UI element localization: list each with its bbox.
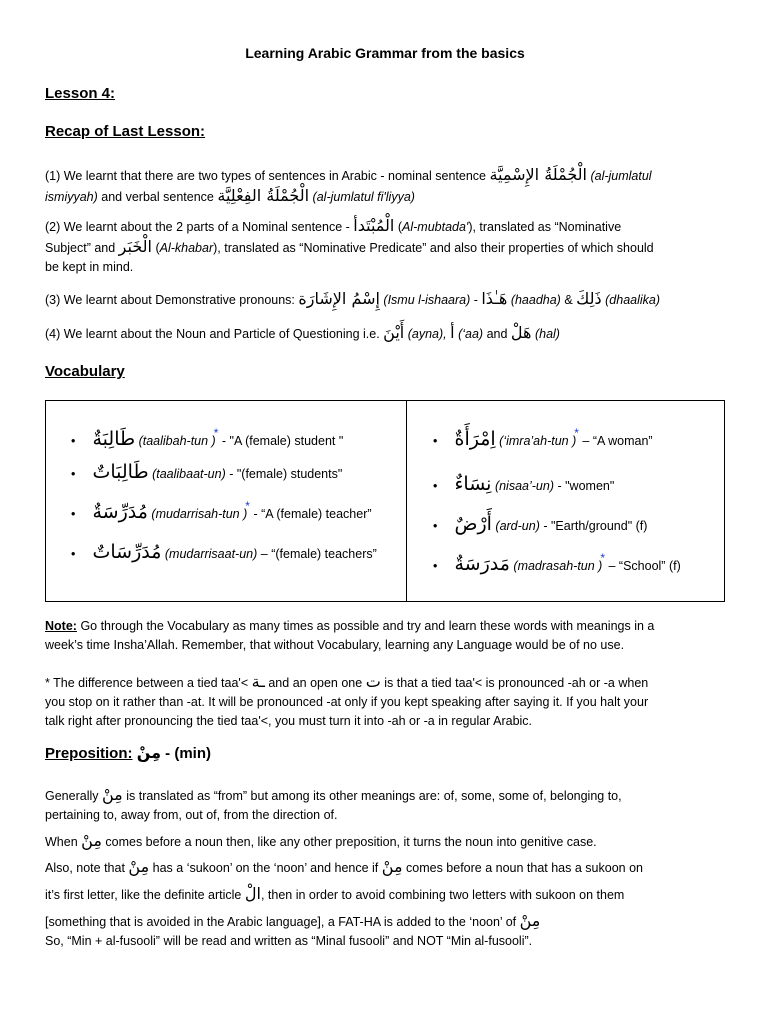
recap-2-text-d: ), translated as “Nominative Predicate” and also their properties of which should — [213, 241, 654, 255]
bullet-icon: • — [433, 559, 438, 573]
recap-1-text-b: and verbal sentence — [101, 190, 214, 204]
preposition-arabic-min: مِنْ — [136, 743, 161, 762]
prep-arabic-min: مِنْ — [381, 857, 403, 876]
recap-4-translit-a: (ayna), — [407, 327, 447, 341]
recap-2-text-a: (2) We learnt about the 2 parts of a Nominal sentence - — [45, 220, 350, 234]
tied-line-2: you stop on it rather than -at. It will be pronounced -at only if you kept speaking after saying it. If you halt your — [45, 695, 649, 709]
recap-item-1 — [45, 165, 725, 207]
prep-text: , then in order to avoid combining two letters with sukoon on them — [260, 888, 625, 902]
recap-4-translit-c: (hal) — [534, 327, 560, 341]
vocab-item — [433, 428, 653, 450]
prep-text: When — [45, 835, 78, 849]
recap-4-arabic-aa: أ — [450, 323, 455, 342]
recap-4-arabic-hal: هَلْ — [510, 323, 532, 342]
recap-3-arabic-demonstrative: إِسْمُ الإِشَارَة — [298, 289, 380, 308]
asterisk-icon: * — [574, 426, 579, 440]
bullet-icon: • — [71, 467, 76, 481]
tied-text-c: is that a tied taa'< is pronounced -ah or -a when — [384, 676, 649, 690]
vocab-item — [433, 473, 614, 495]
vocab-item — [433, 553, 681, 575]
vocab-arabic: اِمْرَأَةٌ — [454, 428, 496, 450]
vocab-meaning: - “A (female) teacher” — [253, 507, 372, 521]
vocab-meaning: - "women" — [557, 479, 615, 493]
asterisk-icon: * — [213, 426, 219, 440]
prep-arabic-al: الْ — [244, 884, 261, 903]
recap-2-text-c: Subject” and — [45, 241, 116, 255]
asterisk-icon: * — [600, 551, 606, 565]
vocabulary-column-left — [46, 401, 407, 601]
recap-heading: Recap of Last Lesson: — [45, 123, 206, 140]
tied-arabic-open-taa: ت — [365, 672, 381, 691]
tied-line-3: talk right after pronouncing the tied taa'<, you must turn it into -ah or -a in regular Arabic. — [45, 714, 533, 728]
prep-arabic-min: مِنْ — [128, 857, 150, 876]
vocab-meaning: - "(female) students" — [229, 467, 343, 481]
recap-1-arabic-nominal: الْجُمْلَةُ الإِسْمِيَّة — [489, 165, 587, 184]
bullet-icon: • — [71, 434, 76, 448]
recap-1-translit-c: (al-jumlatul fi'liyya) — [312, 190, 415, 204]
vocab-meaning: – “School” (f) — [608, 559, 681, 573]
recap-item-3: (3) We learnt about Demonstrative pronouns: إِسْمُ الإِشَارَة (Ismu l-ishaara) - هَـٰذَا (haadha) & ذَلِكَ (dhaalika) — [45, 289, 661, 308]
vocab-arabic: مَدرَسَةٌ — [454, 553, 510, 575]
recap-4-translit-b: (‘aa) — [458, 327, 484, 341]
note-label: Note: — [45, 619, 77, 633]
vocabulary-heading: Vocabulary — [45, 363, 125, 380]
recap-2-arabic-khabar: الْخَبَر — [118, 237, 152, 256]
prep-arabic-min: مِنْ — [519, 911, 541, 930]
bullet-icon: • — [71, 507, 76, 521]
recap-1-translit-b: ismiyyah) — [45, 190, 98, 204]
preposition-label: Preposition: — [45, 745, 133, 762]
recap-3-text-a: (3) We learnt about Demonstrative pronouns: — [45, 293, 295, 307]
vocab-translit: (taalibaat-un) — [152, 467, 226, 481]
vocab-arabic: طَالِبَاتٌ — [92, 461, 149, 483]
recap-4-text-b: and — [486, 327, 508, 341]
vocab-meaning: – “(female) teachers” — [260, 547, 377, 561]
prep-text: So, “Min + al-fusooli” will be read and written as “Minal fusooli” and NOT “Min al-fusooli”. — [45, 934, 533, 948]
prep-text: Also, note that — [45, 861, 125, 875]
vocabulary-column-right — [408, 401, 724, 601]
vocab-meaning: - "A (female) student " — [221, 434, 344, 448]
vocabulary-table — [45, 400, 725, 602]
recap-4-text-a: (4) We learnt about the Noun and Particle of Questioning i.e. — [45, 327, 380, 341]
tied-taa-paragraph — [45, 672, 725, 731]
recap-1-arabic-verbal: الْجُمْلَةُ الفِعْلِيَّة — [217, 186, 310, 205]
vocab-translit: (mudarrisaat-un) — [164, 547, 258, 561]
vocab-arabic: نِسَاءٌ — [454, 473, 492, 495]
note-text-1: Go through the Vocabulary as many times as possible and try and learn these words with meanings in a — [80, 619, 655, 633]
prep-text: Generally — [45, 789, 99, 803]
prep-text: is translated as “from” but among its other meanings are: of, some, some of, belonging to, — [126, 789, 622, 803]
document-title: Learning Arabic Grammar from the basics — [245, 45, 525, 61]
vocab-translit: (nisaa’-un) — [494, 479, 554, 493]
tied-arabic-taa-marbuta: ـة — [251, 672, 265, 691]
vocab-translit: (ard-un) — [495, 519, 540, 533]
prep-text: has a ‘sukoon’ on the ‘noon’ and hence if — [152, 861, 379, 875]
preposition-heading — [45, 743, 725, 763]
bullet-icon: • — [433, 479, 438, 493]
recap-item-4 — [45, 323, 725, 344]
bullet-icon: • — [433, 519, 438, 533]
bullet-icon: • — [433, 434, 438, 448]
prep-text: comes before a noun that has a sukoon on — [406, 861, 643, 875]
recap-3-arabic-dhaalika: ذَلِكَ — [576, 289, 602, 308]
vocab-item — [71, 428, 343, 450]
recap-1-translit-a: (al-jumlatul — [590, 169, 652, 183]
vocab-arabic: أَرْضٌ — [454, 513, 492, 535]
tied-text-a: * The difference between a tied taa'< — [45, 676, 249, 690]
recap-3-arabic-haadha: هَـٰذَا — [481, 289, 508, 308]
vocab-item — [433, 513, 647, 535]
recap-4-arabic-ayna: أَيْنَ — [383, 323, 405, 342]
note-text-2: week’s time Insha’Allah. Remember, that without Vocabulary, learning any Language would be of no use. — [45, 638, 625, 652]
prep-arabic-min: مِنْ — [81, 831, 102, 850]
preposition-body — [45, 785, 725, 951]
vocab-meaning: – “A woman” — [582, 434, 653, 448]
recap-2-translit-b: Al-khabar — [159, 241, 214, 255]
note-paragraph — [45, 617, 725, 655]
vocab-arabic: مُدَرِّسَةٌ — [92, 501, 148, 523]
prep-text: comes before a noun then, like any other preposition, it turns the noun into genitive case. — [105, 835, 597, 849]
vocab-meaning: - "Earth/ground" (f) — [543, 519, 648, 533]
recap-item-2: (2) We learnt about the 2 parts of a Nominal sentence - الْمُبْتَدأ (Al-mubtada'), translated as “Nominative Subject” and الْخَبَر (Al-khabar), translated as “Nominative Predicate” and also their properties of which should be kept in mind. — [45, 216, 654, 274]
vocab-translit: (madrasah-tun ) — [513, 559, 603, 573]
recap-2-translit-a: Al-mubtada' — [402, 220, 469, 234]
vocab-translit: (‘imra’ah-tun ) — [499, 434, 577, 448]
vocab-item — [71, 461, 342, 483]
lesson-heading: Lesson 4: — [45, 85, 116, 102]
vocab-translit: (taalibah-tun ) — [138, 434, 216, 448]
recap-2-text-b: ), translated as “Nominative — [468, 220, 622, 234]
tied-text-b: and an open one — [268, 676, 363, 690]
prep-arabic-min: مِنْ — [101, 785, 123, 804]
recap-3-translit-c: (dhaalika) — [605, 293, 661, 307]
vocab-item — [71, 501, 372, 523]
recap-3-translit-a: (Ismu l-ishaara) — [383, 293, 471, 307]
prep-text: pertaining to, away from, out of, from the direction of. — [45, 808, 338, 822]
recap-2-arabic-mubtada: الْمُبْتَدأ — [353, 216, 395, 235]
vocab-translit: (mudarrisah-tun ) — [151, 507, 248, 521]
asterisk-icon: * — [245, 499, 250, 513]
bullet-icon: • — [71, 547, 76, 561]
prep-text: [something that is avoided in the Arabic language], a FAT-HA is added to the ‘noon’ of — [45, 915, 517, 929]
preposition-suffix: - (min) — [165, 745, 211, 762]
recap-2-text-e: be kept in mind. — [45, 260, 134, 274]
recap-1-text-a: (1) We learnt that there are two types of sentences in Arabic - nominal sentence — [45, 169, 486, 183]
vocab-arabic: طَالِبَةٌ — [92, 428, 136, 450]
recap-3-translit-b: (haadha) — [510, 293, 561, 307]
vocab-item — [71, 541, 377, 563]
vocab-arabic: مُدَرِّسَاتٌ — [92, 541, 162, 563]
prep-text: it’s first letter, like the definite article — [45, 888, 242, 902]
